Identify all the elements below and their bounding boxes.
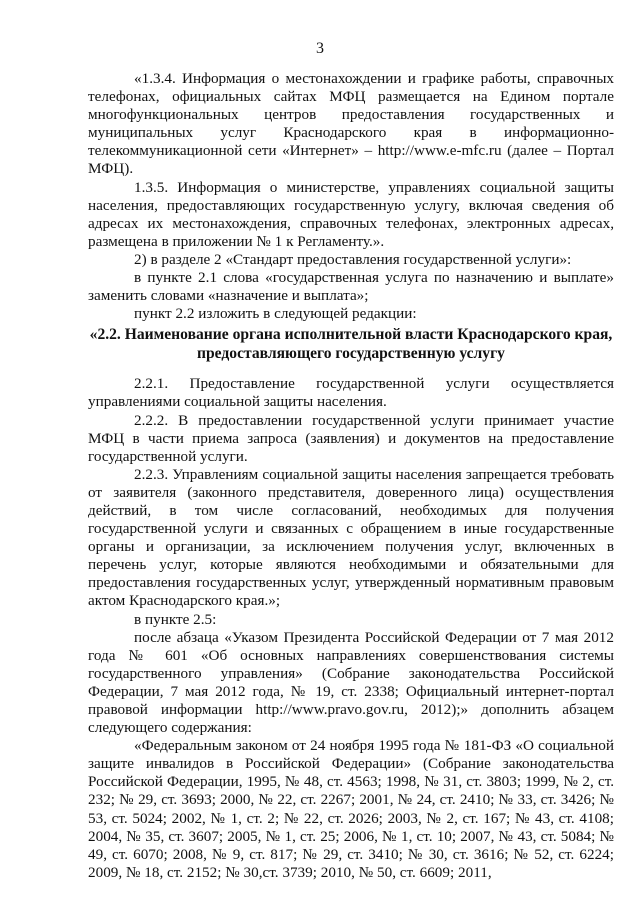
section-heading: «2.2. Наименование органа исполнительной власти Краснодарского края, предоставляющего государственную услугу: [89, 326, 613, 363]
paragraph-2-2-2: 2.2.2. В предоставлении государственной услуги принимает участие МФЦ в части приема запроса (заявления) и документов на предоставление государственной услуги.: [88, 411, 614, 465]
document-body: [88, 70, 614, 882]
paragraph-1-3-5: 1.3.5. Информация о министерстве, управлениях социальной защиты населения, предоставляющих государственную услугу, включая сведения об адресах их местонахождения, справочных телефонах, электронных адресах, размещена в приложении № 1 к Регламенту.».: [88, 178, 614, 250]
paragraph-after-decree: после абзаца «Указом Президента Российской Федерации от 7 мая 2012 года № 601 «Об основных направлениях совершенствования системы государственного управления» (Собрание законодательства Российской Федерации, 7 мая 2012 года, № 19, ст. 2338; Официальный интернет-портал правовой информации http://www.pravo.gov.ru, 2012);» дополнить абзацем следующего содержания:: [88, 628, 614, 737]
paragraph-item-2-1: в пункте 2.1 слова «государственная услуга по назначению и выплате» заменить словами «назначение и выплата»;: [88, 269, 614, 305]
page-number: 3: [316, 40, 324, 57]
paragraph-item-2-5: в пункте 2.5:: [134, 610, 217, 628]
paragraph-federal-law: «Федеральным законом от 24 ноября 1995 года № 181-ФЗ «О социальной защите инвалидов в Российской Федерации» (Собрание законодательства Российской Федерации, 1995, № 48, ст. 4563; 1998, № 31, ст. 3803; 1999, № 2, ст. 232; № 29, ст. 3693; 2000, № 22, ст. 2267; 2001, № 24, ст. 2410; № 33, ст. 3426; № 53, ст. 5024; 2002, № 1, ст. 2; № 22, ст. 2026; 2003, № 2, ст. 167; № 43, ст. 4108; 2004, № 35, ст. 3607; 2005, № 1, ст. 25; 2006, № 1, ст. 10; 2007, № 43, ст. 5084; № 49, ст. 6070; 2008, № 9, ст. 817; № 29, ст. 3410; № 30, ст. 3616; № 52, ст. 6224; 2009, № 18, ст. 2152; № 30,ст. 3739; 2010, № 50, ст. 6609; 2011,: [88, 737, 614, 881]
paragraph-item-2-2: пункт 2.2 изложить в следующей редакции:: [134, 305, 417, 323]
paragraph-1-3-4: «1.3.4. Информация о местонахождении и графике работы, справочных телефонах, официальных сайтах МФЦ размещается на Едином портале многофункциональных центров предоставления государственных и муниципальных услуг Краснодарского края в информационно-телекоммуникационной сети «Интернет» – http://www.e-mfc.ru (далее – Портал МФЦ).: [88, 70, 614, 178]
paragraph-2-2-1: 2.2.1. Предоставление государственной услуги осуществляется управлениями социальной защиты населения.: [88, 375, 614, 411]
paragraph-section-2: 2) в разделе 2 «Стандарт предоставления государственной услуги»:: [134, 250, 572, 268]
paragraph-2-2-3: 2.2.3. Управлениям социальной защиты населения запрещается требовать от заявителя (законного представителя, доверенного лица) осуществления действий, в том числе согласований, необходимых для получения государственной услуги и связанных с обращением в иные государственные органы и организации, за исключением получения услуг, включенных в перечень услуг, которые являются необходимыми и обязательными для предоставления государственных услуг, утвержденный нормативным правовым актом Краснодарского края.»;: [88, 465, 614, 610]
